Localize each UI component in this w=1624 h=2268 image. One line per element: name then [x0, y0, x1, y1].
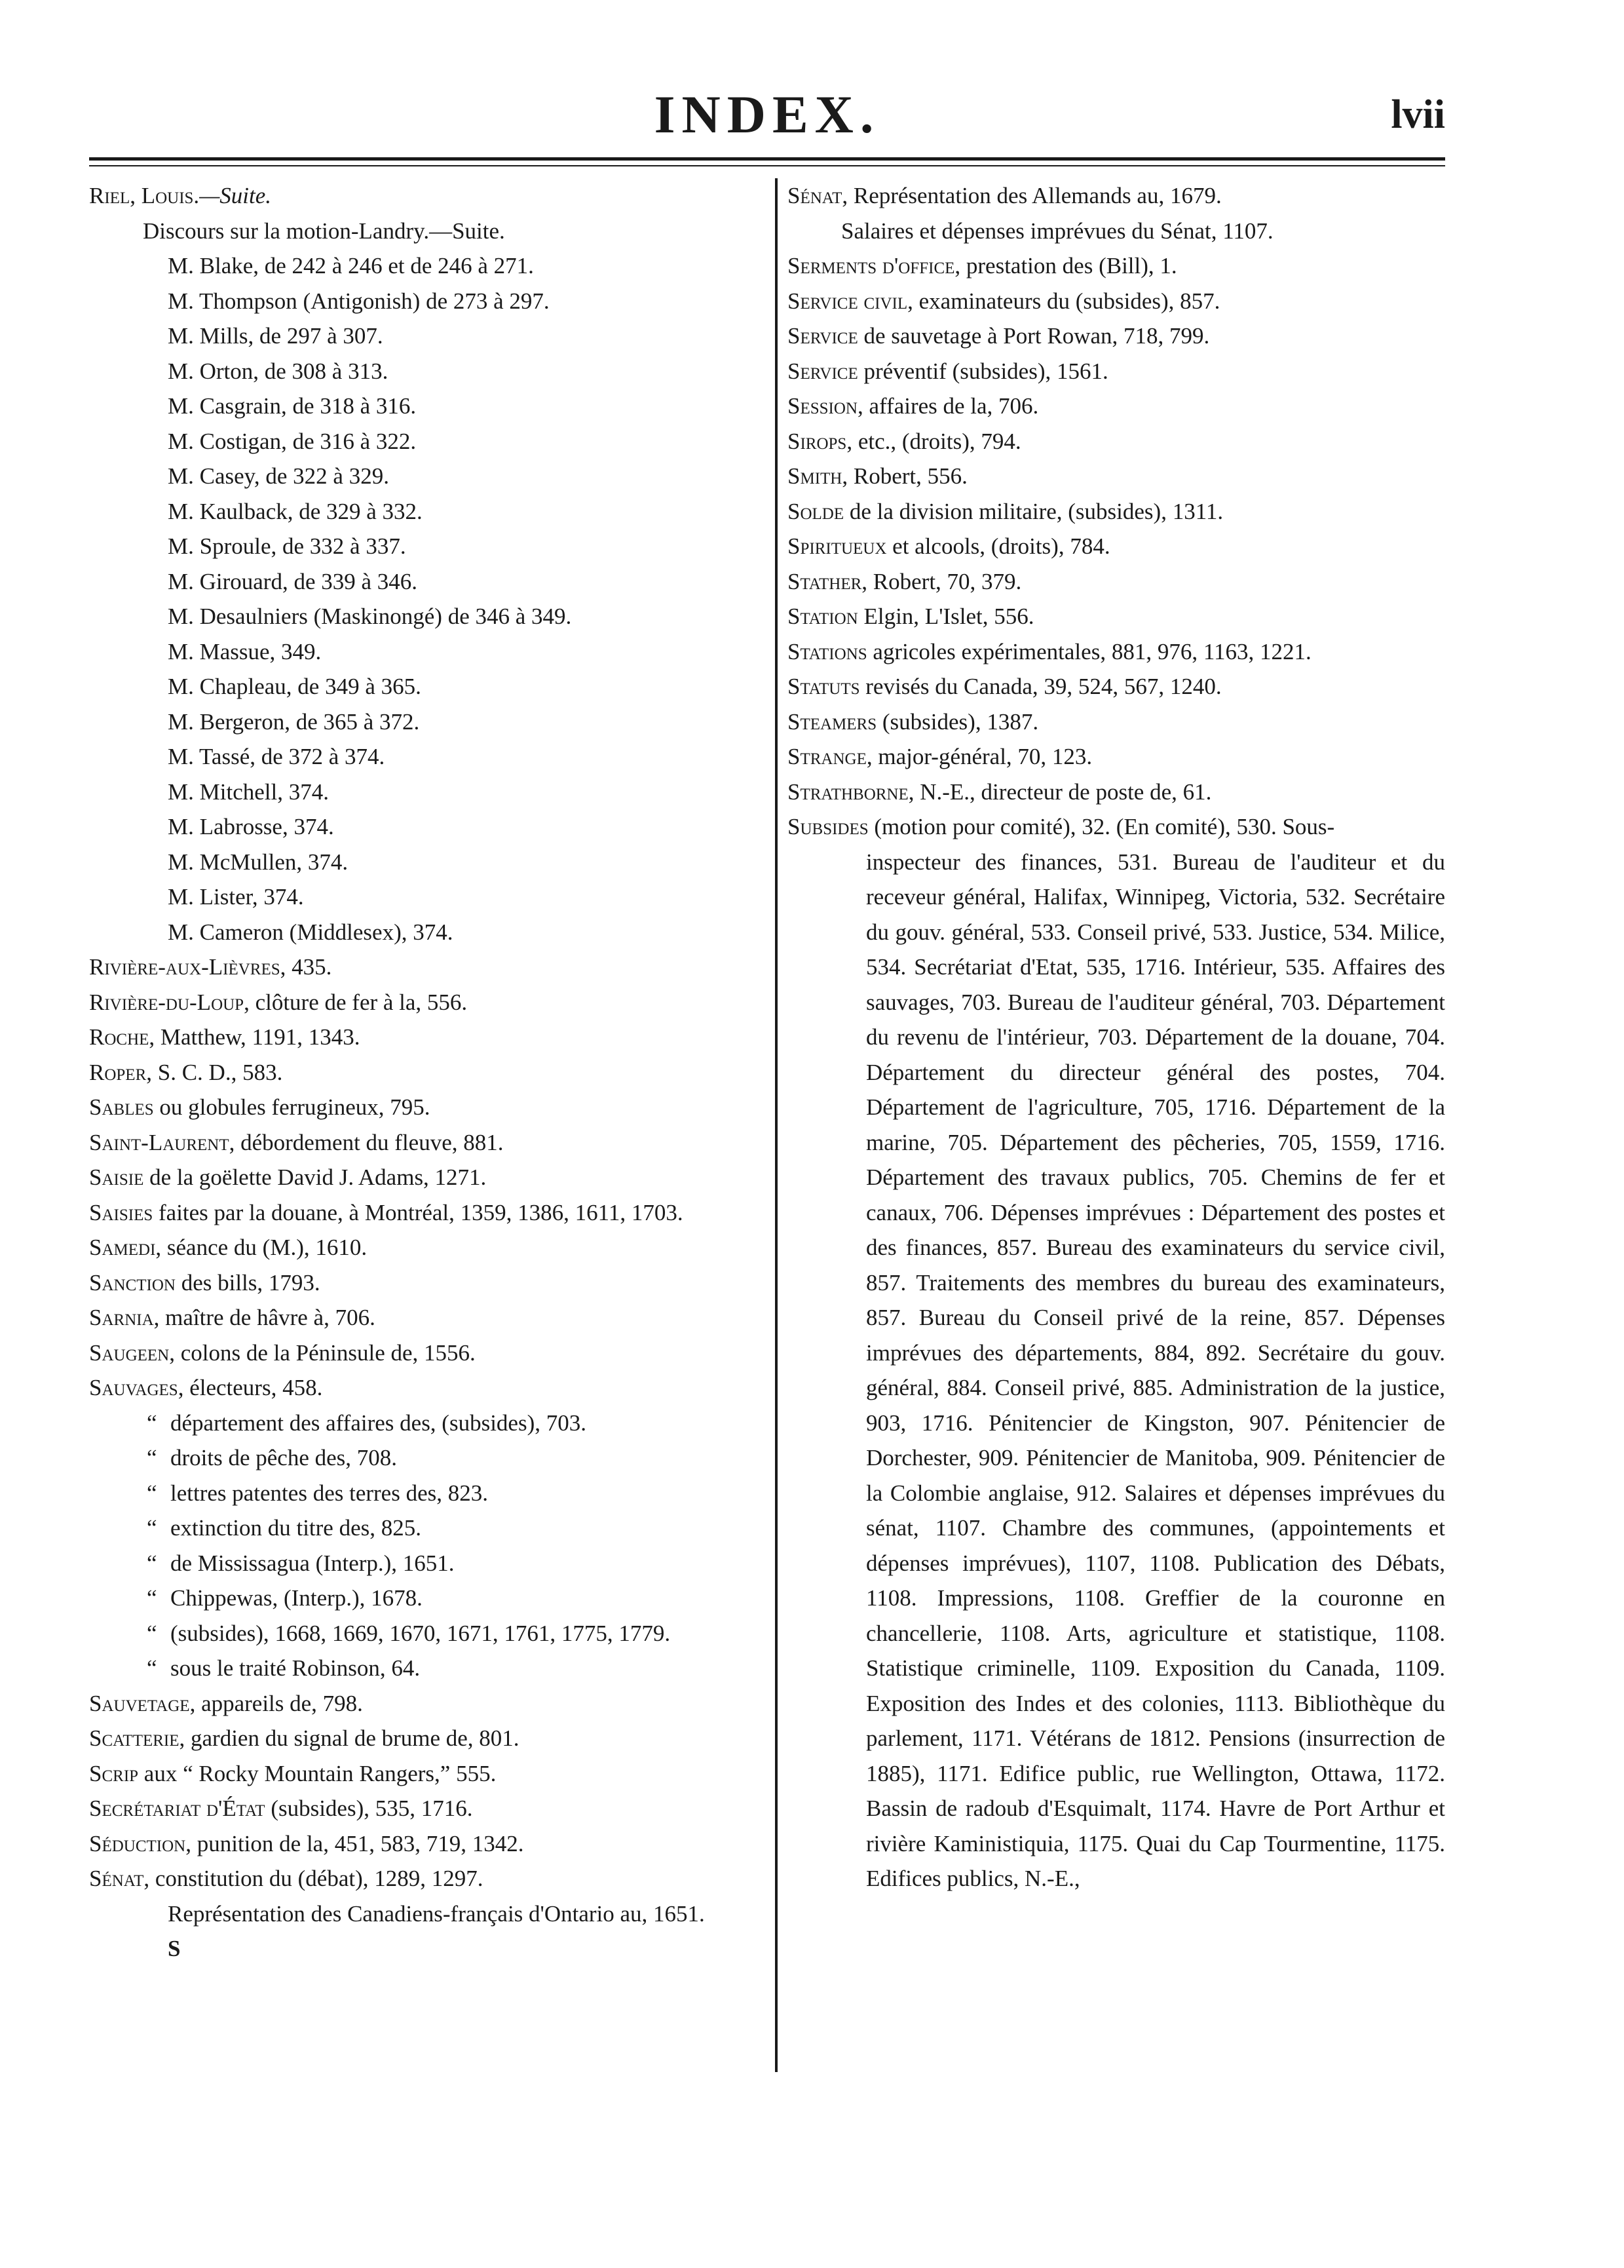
- index-entry: [787, 775, 1445, 810]
- index-entry: [89, 1055, 764, 1090]
- entry-text: préventif (subsides), 1561.: [858, 358, 1108, 384]
- entry-text: , clôture de fer à la, 556.: [244, 989, 468, 1015]
- entry-head: Roper: [89, 1059, 147, 1085]
- index-entry: [787, 459, 1445, 494]
- entry-head: Sauvetage: [89, 1690, 190, 1716]
- speaker-entry: M. Lister, 374.: [168, 884, 304, 910]
- entry-head: Saugeen: [89, 1339, 170, 1366]
- index-entry: [89, 950, 764, 985]
- index-entry: [89, 1300, 764, 1336]
- speaker-entry: M. Massue, 349.: [168, 638, 322, 664]
- index-entry: [787, 739, 1445, 775]
- entry-head: Statuts: [787, 674, 860, 699]
- speaker-entry: M. Chapleau, de 349 à 365.: [168, 674, 421, 699]
- ditto-mark: “: [147, 1445, 157, 1470]
- sauvages-subentry: [89, 1651, 764, 1686]
- entry-head: Sénat: [89, 1866, 144, 1891]
- entry-text: (subsides), 535, 1716.: [265, 1796, 473, 1821]
- entry-head: Séduction: [89, 1830, 186, 1856]
- signature-mark: S: [168, 1936, 181, 1961]
- index-entry: [89, 1160, 764, 1195]
- entry-head: Station: [787, 604, 858, 629]
- sauvages-subentry: [89, 1581, 764, 1616]
- entry-text: ou globules ferrugineux, 795.: [153, 1094, 430, 1120]
- entry-head: Sarnia: [89, 1305, 154, 1330]
- entry-text: , Robert, 70, 379.: [861, 568, 1022, 594]
- entry-head: Roche: [89, 1024, 149, 1050]
- entry-head: Saisies: [89, 1199, 153, 1225]
- entry-head: Spiritueux: [787, 533, 887, 559]
- speaker-entry: M. Girouard, de 339 à 346.: [168, 568, 418, 594]
- sauvages-subentry: [89, 1476, 764, 1511]
- subentry-text: Chippewas, (Interp.), 1678.: [170, 1585, 423, 1611]
- entry-text: , N.-E., directeur de poste de, 61.: [908, 778, 1212, 805]
- entry-head: Serments d'office: [787, 253, 955, 279]
- index-entry: [89, 1370, 764, 1406]
- ditto-mark: “: [147, 1515, 157, 1541]
- entry-list-a: [89, 950, 764, 1406]
- speaker-entry: M. McMullen, 374.: [168, 849, 349, 875]
- speaker-entry: M. Sproule, de 332 à 337.: [168, 533, 406, 559]
- entry-head: Sauvages: [89, 1375, 178, 1400]
- entry-head: Rivière-du-Loup: [89, 989, 244, 1015]
- entry-head: Sables: [89, 1094, 154, 1120]
- index-entry: [787, 424, 1445, 459]
- entry-text: , électeurs, 458.: [178, 1375, 323, 1400]
- index-entry: [89, 1090, 764, 1125]
- header-rule-thin: [89, 165, 1445, 166]
- entry-head: Samedi: [89, 1235, 156, 1260]
- page-number: lvii: [1391, 92, 1445, 137]
- senat-subentry: Représentation des Canadiens-français d'Ontario au, 1651.: [168, 1900, 705, 1927]
- speaker-entry: M. Orton, de 308 à 313.: [168, 358, 388, 384]
- entry-head: Steamers: [787, 708, 877, 735]
- entry-text: , appareils de, 798.: [189, 1690, 363, 1716]
- entry-text: (subsides), 1387.: [877, 708, 1039, 735]
- subentry-text: de Mississagua (Interp.), 1651.: [170, 1550, 455, 1576]
- index-entry: [787, 284, 1445, 319]
- entry-text: agricoles expérimentales, 881, 976, 1163, 1221.: [867, 638, 1312, 664]
- sauvages-subentry: [89, 1546, 764, 1581]
- entry-text: , Représentation des Allemands au, 1679.: [842, 183, 1222, 208]
- index-entry: [787, 634, 1445, 670]
- entry-text: , gardien du signal de brume de, 801.: [179, 1725, 519, 1751]
- entry-text: , constitution du (débat), 1289, 1297.: [143, 1866, 483, 1891]
- speaker-list: [89, 248, 764, 950]
- entry-text: , Matthew, 1191, 1343.: [149, 1024, 360, 1050]
- subentry-text: lettres patentes des terres des, 823.: [170, 1480, 488, 1506]
- speaker-entry: M. Mills, de 297 à 307.: [168, 323, 383, 349]
- subentry-text: extinction du titre des, 825.: [170, 1515, 421, 1541]
- entry-text: , 435.: [280, 954, 332, 980]
- subsides-body: inspecteur des finances, 531. Bureau de l'auditeur et du receveur général, Halifax, Winnipeg, Victoria, 532. Secrétaire du gouv. général, 533. Conseil privé, 533. Justice, 534. Milice, 534. Secrétariat d'Etat, 535, 1716. Intérieur, 535. Affaires des sauvages, 703. Bureau de l'auditeur général, 703. Département du revenu de l'intérieur, 703. Département de la douane, 704. Département du directeur général des postes, 704. Département de l'agriculture, 705, 1716. Département de la marine, 705. Département des pêcheries, 705, 1559, 1716. Département des travaux publics, 705. Chemins de fer et canaux, 706. Dépenses imprévues : Département des postes et des finances, 857. Bureau des examinateurs du service civil, 857. Traitements des membres du bureau des examinateurs, 857. Bureau du Conseil privé de la reine, 857. Dépenses imprévues des départements, 884, 892. Secrétaire du gouv. général, 884. Conseil privé, 885. Administration de la justice, 903, 1716. Pénitencier de Kingston, 907. Pénitencier de Dorchester, 909. Pénitencier de Manitoba, 909. Pénitencier de la Colombie anglaise, 912. Salaires et dépenses imprévues du sénat, 1107. Chambre des communes, (appointements et dépenses imprévues), 1107, 1108. Publication des Débats, 1108. Impressions, 1108. Greffier de la couronne en chancellerie, 1108. Arts, agriculture et statistique, 1108. Statistique criminelle, 1109. Exposition du Canada, 1109. Exposition des Indes et des colonies, 1113. Bibliothèque du parlement, 1171. Vétérans de 1812. Pensions (insurrection de 1885), 1171. Edifice public, rue Wellington, Ottawa, 1172. Bassin de radoub d'Esquimalt, 1174. Havre de Port Arthur et rivière Kaministiquia, 1175. Quai du Cap Tourmentine, 1175. Edifices publics, N.-E.,: [866, 849, 1445, 1891]
- speaker-entry: M. Kaulback, de 329 à 332.: [168, 498, 423, 524]
- entry-text: aux “ Rocky Mountain Rangers,” 555.: [138, 1760, 497, 1786]
- index-entry: [89, 1826, 764, 1862]
- index-entry: [787, 178, 1445, 214]
- index-entry: [787, 318, 1445, 354]
- index-entry: [89, 1230, 764, 1265]
- entry-head: Strange: [787, 744, 867, 769]
- ditto-mark: “: [147, 1550, 157, 1576]
- entry-text: , punition de la, 451, 583, 719, 1342.: [185, 1830, 524, 1856]
- speaker-entry: M. Bergeron, de 365 à 372.: [168, 708, 420, 735]
- entry-head: Riel, Louis.: [89, 183, 200, 208]
- entry-text: et alcools, (droits), 784.: [886, 533, 1110, 559]
- speaker-entry: M. Labrosse, 374.: [168, 814, 334, 839]
- left-column: [89, 178, 764, 1967]
- entry-text: , prestation des (Bill), 1.: [954, 253, 1177, 279]
- sauvages-subentry: [89, 1510, 764, 1546]
- right-column: [787, 178, 1445, 1896]
- ditto-mark: “: [147, 1410, 157, 1436]
- entry-head: Service civil: [787, 288, 908, 314]
- speaker-entry: M. Desaulniers (Maskinongé) de 346 à 349.: [168, 604, 572, 629]
- ditto-mark: “: [147, 1480, 157, 1506]
- entry-head: Service: [787, 358, 858, 384]
- index-entry-riel: [89, 178, 764, 214]
- speaker-entry: M. Casgrain, de 318 à 316.: [168, 393, 417, 419]
- entry-head: Solde: [787, 498, 844, 524]
- index-entry: [89, 985, 764, 1020]
- entry-head: Strathborne: [787, 778, 909, 805]
- index-entry: [787, 354, 1445, 389]
- ditto-mark: “: [147, 1655, 157, 1681]
- entry-text: , S. C. D., 583.: [146, 1059, 283, 1085]
- entry-text: Elgin, L'Islet, 556.: [858, 604, 1034, 629]
- entry-text: , examinateurs du (subsides), 857.: [907, 288, 1220, 314]
- sauvages-sublist: [89, 1406, 764, 1686]
- entry-head: Stations: [787, 638, 867, 664]
- index-entry: [89, 1686, 764, 1721]
- entry-head: Stather: [787, 568, 862, 594]
- speaker-entry: M. Costigan, de 316 à 322.: [168, 428, 417, 454]
- index-entry: [89, 1020, 764, 1055]
- entry-text: , etc., (droits), 794.: [846, 428, 1021, 454]
- entry-text: , major-général, 70, 123.: [866, 744, 1093, 769]
- entry-text: , maître de hâvre à, 706.: [153, 1305, 375, 1330]
- index-entry: [89, 1195, 764, 1231]
- entry-head: Sirops: [787, 428, 847, 454]
- subentry-text: sous le traité Robinson, 64.: [170, 1655, 421, 1681]
- entry-text: faites par la douane, à Montréal, 1359, 1386, 1611, 1703.: [153, 1199, 683, 1225]
- entry-text: de la division militaire, (subsides), 1311.: [844, 498, 1224, 524]
- index-entry-subsides: [787, 809, 1445, 845]
- entry-head: Session: [787, 393, 858, 419]
- page-title: INDEX.: [654, 85, 880, 144]
- index-entry: [787, 494, 1445, 529]
- index-entry: [89, 1861, 764, 1896]
- entry-head: Scrip: [89, 1760, 139, 1786]
- index-entry: [89, 1756, 764, 1792]
- ditto-mark: “: [147, 1620, 157, 1646]
- entry-text: —Suite.: [199, 183, 272, 208]
- speaker-entry: M. Blake, de 242 à 246 et de 246 à 271.: [168, 253, 534, 279]
- index-entry: [787, 669, 1445, 704]
- sauvages-subentry: [89, 1616, 764, 1651]
- ditto-mark: “: [147, 1585, 157, 1611]
- index-entry: [787, 529, 1445, 564]
- entry-text: Salaires et dépenses imprévues du Sénat, 1107.: [841, 218, 1274, 244]
- index-entry: [787, 248, 1445, 284]
- column-divider: [775, 178, 778, 2072]
- entry-text: , débordement du fleuve, 881.: [229, 1129, 504, 1155]
- subentry-text: (subsides), 1668, 1669, 1670, 1671, 1761, 1775, 1779.: [170, 1620, 671, 1646]
- index-entry: [787, 704, 1445, 740]
- entry-head: Subsides: [787, 814, 869, 839]
- speaker-entry: M. Thompson (Antigonish) de 273 à 297.: [168, 288, 550, 314]
- entry-head: Sanction: [89, 1269, 176, 1296]
- entry-text: des bills, 1793.: [175, 1269, 320, 1296]
- index-entry: [89, 1265, 764, 1301]
- index-entry: [89, 1721, 764, 1756]
- index-entry: [89, 1125, 764, 1161]
- entry-text: de sauvetage à Port Rowan, 718, 799.: [858, 323, 1210, 349]
- entry-text: revisés du Canada, 39, 524, 567, 1240.: [859, 674, 1222, 699]
- sauvages-subentry: [89, 1440, 764, 1476]
- page-header: [89, 85, 1445, 144]
- speaker-entry: M. Tassé, de 372 à 374.: [168, 744, 385, 769]
- entry-head: Saisie: [89, 1164, 144, 1190]
- index-entry: [787, 214, 1445, 249]
- sauvages-subentry: [89, 1406, 764, 1441]
- entry-text: , colons de la Péninsule de, 1556.: [169, 1339, 476, 1366]
- subentry-text: département des affaires des, (subsides), 703.: [170, 1410, 586, 1436]
- speaker-entry: M. Cameron (Middlesex), 374.: [168, 919, 453, 945]
- subentry-text: droits de pêche des, 708.: [170, 1445, 398, 1470]
- entry-head: Secrétariat d'État: [89, 1796, 265, 1821]
- entry-head: Service: [787, 323, 858, 349]
- entry-text: , Robert, 556.: [842, 463, 968, 489]
- entry-head: Smith: [787, 463, 842, 489]
- discours-subheading: Discours sur la motion-Landry.—Suite.: [143, 218, 505, 244]
- header-rule: [89, 157, 1445, 161]
- entry-list-right: [787, 178, 1445, 809]
- entry-text: , affaires de la, 706.: [857, 393, 1039, 419]
- entry-list-b: [89, 1686, 764, 1896]
- entry-text: , séance du (M.), 1610.: [155, 1235, 368, 1260]
- index-entry: [787, 599, 1445, 634]
- entry-text: de la goëlette David J. Adams, 1271.: [143, 1164, 487, 1190]
- entry-head: Scatterie: [89, 1725, 179, 1751]
- entry-head: Rivière-aux-Lièvres: [89, 954, 280, 980]
- index-entry: [787, 389, 1445, 424]
- entry-text: (motion pour comité), 32. (En comité), 530. Sous-: [868, 814, 1335, 839]
- speaker-entry: M. Casey, de 322 à 329.: [168, 463, 389, 489]
- index-entry: [787, 564, 1445, 600]
- index-entry: [89, 1791, 764, 1826]
- speaker-entry: M. Mitchell, 374.: [168, 778, 329, 805]
- entry-head: Saint-Laurent: [89, 1129, 229, 1155]
- index-entry: [89, 1336, 764, 1371]
- entry-head: Sénat: [787, 183, 842, 208]
